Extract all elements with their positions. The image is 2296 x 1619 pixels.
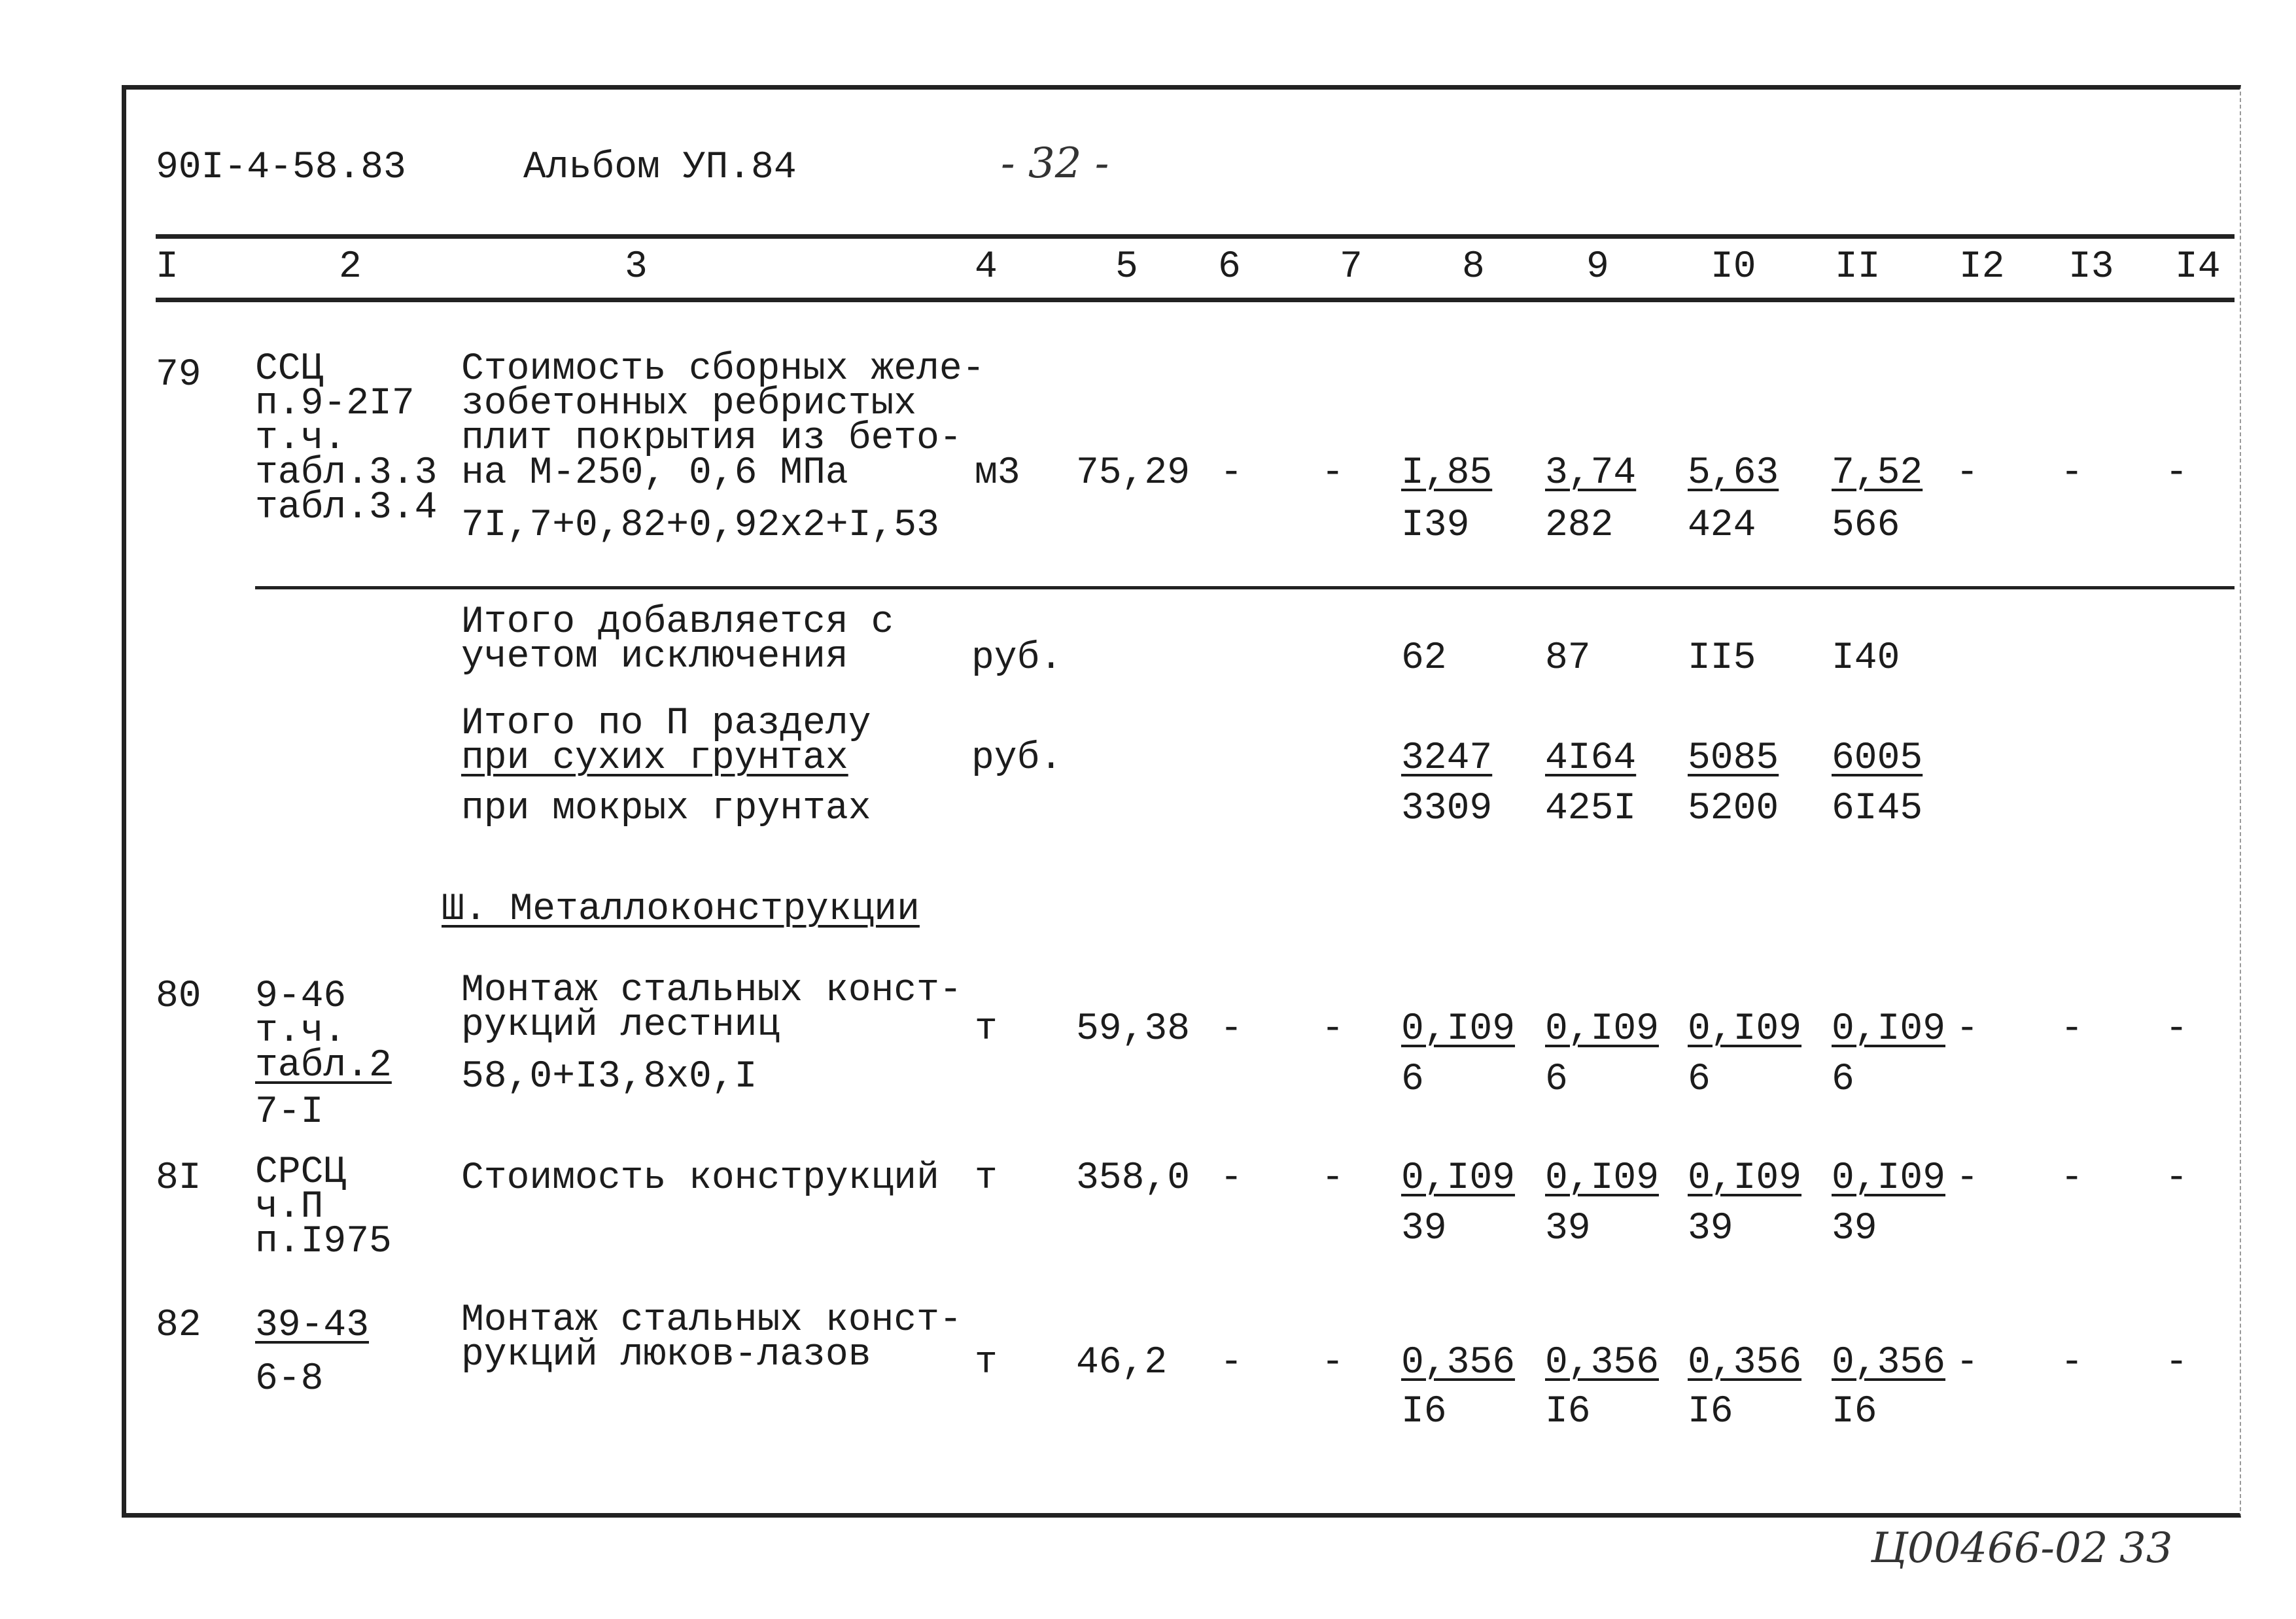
row-80-col11-bottom: 6 xyxy=(1832,1058,1854,1101)
dry-col11: 6005 xyxy=(1832,737,1923,780)
row-79-basis: ССЦ п.9-2I7 т.ч. табл.3.3 табл.3.4 xyxy=(255,348,438,529)
row-79-number: 79 xyxy=(156,354,201,396)
section-heading: Ш. Металлоконструкции xyxy=(442,888,920,931)
row-81-col7: - xyxy=(1321,1157,1344,1200)
col-num-3: 3 xyxy=(625,246,648,288)
row-80-col11-top: 0,I09 xyxy=(1832,1008,1946,1051)
row-82-col8-bottom: I6 xyxy=(1401,1391,1447,1433)
row-79-name: Стоимость сборных желе- зобетонных ребристых плит покрытия из бето- на М-250, 0,6 МПа xyxy=(461,348,985,495)
dry-col9: 4I64 xyxy=(1545,737,1637,780)
row-81-col14: - xyxy=(2165,1157,2188,1200)
row-81-col12: - xyxy=(1956,1157,1979,1200)
row-80-col9-bottom: 6 xyxy=(1545,1058,1568,1101)
row-82-col11-top: 0,356 xyxy=(1832,1342,1946,1384)
wet-col10: 5200 xyxy=(1688,788,1779,830)
row-81-col9-top: 0,I09 xyxy=(1545,1157,1660,1200)
row-81-col8-top: 0,I09 xyxy=(1401,1157,1516,1200)
row-80-formula: 58,0+I3,8x0,I xyxy=(461,1056,757,1098)
row-82-basis-bottom: 6-8 xyxy=(255,1358,324,1401)
wet-soil-label: при мокрых грунтах xyxy=(461,788,871,830)
row-82-col8-top: 0,356 xyxy=(1401,1342,1516,1384)
col-num-5: 5 xyxy=(1115,246,1138,288)
row-80-col12: - xyxy=(1956,1008,1979,1051)
row-79-col13: - xyxy=(2061,452,2083,495)
row-81-col13: - xyxy=(2061,1157,2083,1200)
row-82-name: Монтаж стальных конст- рукций люков-лазов xyxy=(461,1299,962,1376)
document-code: 90I-4-58.83 xyxy=(156,147,406,189)
row-79-formula: 7I,7+0,82+0,92x2+I,53 xyxy=(461,504,939,547)
row-79-col11-bottom: 566 xyxy=(1832,504,1900,547)
row-80-col10-top: 0,I09 xyxy=(1688,1008,1802,1051)
col-num-9: 9 xyxy=(1586,246,1609,288)
row-81-col10-bottom: 39 xyxy=(1688,1208,1733,1250)
row-82-col7: - xyxy=(1321,1342,1344,1384)
row-79-unit: м3 xyxy=(975,452,1020,495)
row-80-col9-top: 0,I09 xyxy=(1545,1008,1660,1051)
row-81-number: 8I xyxy=(156,1157,201,1200)
row-79-col11-top: 7,52 xyxy=(1832,452,1923,495)
row-79-col9-bottom: 282 xyxy=(1545,504,1614,547)
section-total-label: Итого по П разделу xyxy=(461,703,871,745)
row-79-col7: - xyxy=(1321,452,1344,495)
row-80-col8-top: 0,I09 xyxy=(1401,1008,1516,1051)
row-82-number: 82 xyxy=(156,1304,201,1347)
col-num-12: I2 xyxy=(1959,246,2005,288)
added-total-col10: II5 xyxy=(1688,637,1756,680)
col-num-7: 7 xyxy=(1340,246,1363,288)
col-num-11: II xyxy=(1835,246,1881,288)
row-82-basis-top: 39-43 xyxy=(255,1304,370,1347)
row-79-col10-top: 5,63 xyxy=(1688,452,1779,495)
row-81-quantity: 358,0 xyxy=(1076,1157,1191,1200)
row-79-col8-top: I,85 xyxy=(1401,452,1493,495)
row-82-col12: - xyxy=(1956,1342,1979,1384)
wet-col8: 3309 xyxy=(1401,788,1493,830)
wet-col9: 425I xyxy=(1545,788,1637,830)
col-num-8: 8 xyxy=(1462,246,1485,288)
row-79-col10-bottom: 424 xyxy=(1688,504,1756,547)
row-82-unit: т xyxy=(975,1342,998,1384)
album-label: Альбом УП.84 xyxy=(523,147,797,189)
row-80-basis-line2: т.ч. xyxy=(255,1010,347,1053)
row-81-col11-top: 0,I09 xyxy=(1832,1157,1946,1200)
row-79-col8-bottom: I39 xyxy=(1401,504,1470,547)
footer-code: Ц00466-02 xyxy=(1871,1524,2108,1573)
dry-soil-label: при сухих грунтах xyxy=(461,737,848,780)
row-82-col14: - xyxy=(2165,1342,2188,1384)
row-81-col11-bottom: 39 xyxy=(1832,1208,1877,1250)
col-num-1: I xyxy=(156,246,179,288)
page-number: - 32 - xyxy=(1001,139,1109,188)
row-82-col11-bottom: I6 xyxy=(1832,1391,1877,1433)
added-total-col9: 87 xyxy=(1545,637,1591,680)
col-num-4: 4 xyxy=(975,246,998,288)
col-num-10: I0 xyxy=(1711,246,1756,288)
row-82-col6: - xyxy=(1220,1342,1243,1384)
dry-col10: 5085 xyxy=(1688,737,1779,780)
row-80-basis-line4: 7-I xyxy=(255,1091,324,1134)
dry-col8: 3247 xyxy=(1401,737,1493,780)
row-81-col10-top: 0,I09 xyxy=(1688,1157,1802,1200)
row-80-unit: т xyxy=(975,1008,998,1051)
row-80-number: 80 xyxy=(156,975,201,1018)
col-num-13: I3 xyxy=(2068,246,2114,288)
added-total-label: Итого добавляется с учетом исключения xyxy=(461,601,894,678)
wet-col11: 6I45 xyxy=(1832,788,1923,830)
col-num-2: 2 xyxy=(339,246,362,288)
col-num-6: 6 xyxy=(1218,246,1241,288)
added-total-col11: I40 xyxy=(1832,637,1900,680)
header-rule-top xyxy=(156,234,2235,239)
row-79-col9-top: 3,74 xyxy=(1545,452,1637,495)
row-79-quantity: 75,29 xyxy=(1076,452,1191,495)
row-79-col12: - xyxy=(1956,452,1979,495)
row-80-col14: - xyxy=(2165,1008,2188,1051)
row-82-col9-top: 0,356 xyxy=(1545,1342,1660,1384)
row-79-col14: - xyxy=(2165,452,2188,495)
row-80-quantity: 59,38 xyxy=(1076,1008,1191,1051)
header-rule-bottom xyxy=(156,298,2235,302)
row-81-col9-bottom: 39 xyxy=(1545,1208,1591,1250)
row-81-name: Стоимость конструкций xyxy=(461,1157,939,1200)
row-80-basis-line1: 9-46 xyxy=(255,975,347,1018)
row-82-quantity: 46,2 xyxy=(1076,1342,1168,1384)
row-81-col6: - xyxy=(1220,1157,1243,1200)
row-82-col13: - xyxy=(2061,1342,2083,1384)
row-80-basis-line3: табл.2 xyxy=(255,1045,392,1087)
row-81-col8-bottom: 39 xyxy=(1401,1208,1447,1250)
row-80-col8-bottom: 6 xyxy=(1401,1058,1424,1101)
row-82-col10-bottom: I6 xyxy=(1688,1391,1733,1433)
col-num-14: I4 xyxy=(2175,246,2221,288)
added-total-unit: руб. xyxy=(971,637,1063,680)
row-80-name: Монтаж стальных конст- рукций лестниц xyxy=(461,969,962,1047)
row-80-col7: - xyxy=(1321,1008,1344,1051)
row-79-col6: - xyxy=(1220,452,1243,495)
footer-sheet-number: 33 xyxy=(2119,1524,2173,1573)
row-82-col10-top: 0,356 xyxy=(1688,1342,1802,1384)
row-80-col6: - xyxy=(1220,1008,1243,1051)
row-80-col13: - xyxy=(2061,1008,2083,1051)
subtotal-rule xyxy=(255,586,2235,589)
row-81-basis: СРСЦ ч.П п.I975 xyxy=(255,1151,392,1263)
row-81-unit: т xyxy=(975,1157,998,1200)
row-80-col10-bottom: 6 xyxy=(1688,1058,1711,1101)
row-82-col9-bottom: I6 xyxy=(1545,1391,1591,1433)
added-total-col8: 62 xyxy=(1401,637,1447,680)
section-total-unit: руб. xyxy=(971,737,1063,780)
